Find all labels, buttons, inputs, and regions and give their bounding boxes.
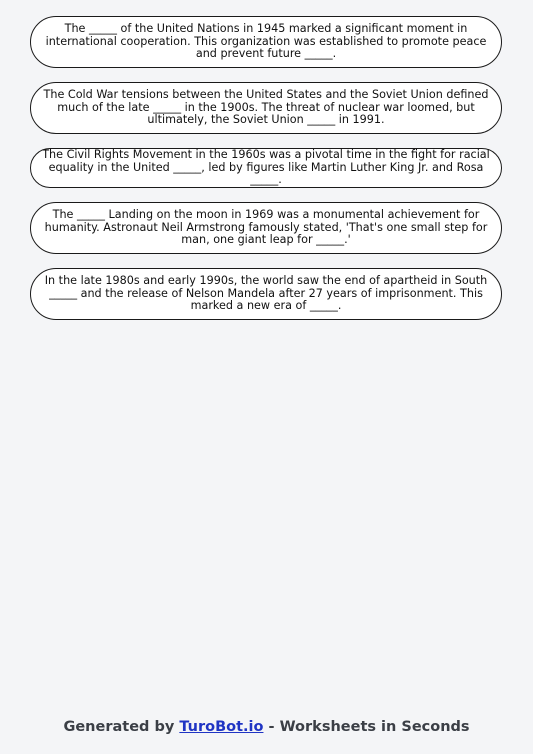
question-text-2: The Cold War tensions between the United States and the Soviet Union defined much of the late _____ in the 1900s. The threat of nuclear war loomed, but ultimately, the Soviet Union _____ in 1991. (43, 88, 489, 127)
question-text-4: The _____ Landing on the moon in 1969 was a monumental achievement for humanity. Astronaut Neil Armstrong famously stated, 'That's one small step for man, one giant leap for _____.' (44, 208, 488, 247)
turobot-link[interactable]: TuroBot.io (179, 719, 264, 735)
footer-suffix: - Worksheets in Seconds (263, 719, 470, 735)
footer-prefix: Generated by (63, 719, 180, 735)
worksheet-questions (30, 16, 502, 334)
footer-credit (0, 719, 533, 735)
question-box-4 (30, 202, 502, 254)
question-text-5: In the late 1980s and early 1990s, the world saw the end of apartheid in South _____ and the release of Nelson Mandela after 27 years of imprisonment. This marked a new era of _____. (44, 274, 488, 313)
question-text-3: The Civil Rights Movement in the 1960s was a pivotal time in the fight for racial equality in the United _____, led by figures like Martin Luther King Jr. and Rosa _____. (42, 148, 490, 187)
question-text-1: The _____ of the United Nations in 1945 marked a significant moment in international cooperation. This organization was established to promote peace and prevent future _____. (45, 22, 487, 61)
question-box-5 (30, 268, 502, 320)
question-box-3 (30, 148, 502, 188)
question-box-1 (30, 16, 502, 68)
question-box-2 (30, 82, 502, 134)
